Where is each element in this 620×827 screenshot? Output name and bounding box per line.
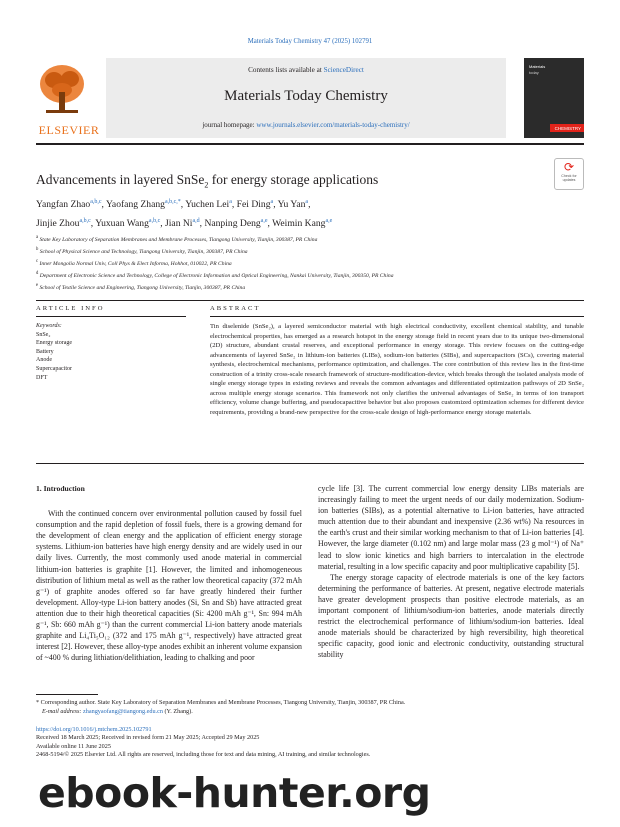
- author[interactable]: Yu Yan$^a$: [277, 199, 309, 211]
- affiliation-list: [36, 233, 584, 293]
- journal-masthead: [36, 52, 584, 140]
- affiliation: $^d$ Department of Electronic Science and Technology, College of Electronic Information and Optical Engineering, Nankai University, Tianjin, 300350, PR China: [36, 270, 394, 279]
- keyword: Battery: [36, 348, 54, 355]
- abstract-text: Tin diselenide (SnSe₂), a layered semiconductor material with high electrical conductivity, excellent chemical stability, and tunable electrochemical properties, has emerged as a research hotspot in the energy storage field in recent years due to its unique two-dimensional (2D) structure, abundant crustal reserves, and exceptional performance in energy storage. This review focuses on the cutting-edge advancements of layered SnSe₂ in lithium-ion batteries (LIBs), sodium-ion batteries (SIBs), and supercapacitors (SCs), covering material synthesis, electrochemical mechanisms, performance optimization, and challenges. The core contribution of this review lies in the first-time construction of a trinity cross-scale research framework of structure-modification-device, which breaks through the isolated analysis mode of single energy storage types in existing reviews and reveals the common advantages and differentiated optimization pathways of 2D SnSe₂ across multiple energy storage scenarios. This framework not only clarifies the universal advantages of SnSe₂ in terms of ion transport efficiency, volume change buffering, and pseudocapacitive behavior but also proposes customized optimization schemes for different device requirements, providing a brand-new perspective for the cross-scale design of high-performance energy storage materials.: [210, 323, 584, 416]
- body-column-left: [36, 483, 302, 663]
- cover-line-1: Materials: [529, 64, 546, 69]
- contents-prefix: Contents lists available at: [248, 66, 324, 74]
- journal-title: Materials Today Chemistry: [224, 88, 388, 104]
- author-list: Yangfan Zhao$^{a,b,c}$, Yaofang Zhang$^{a,b,c,*}$, Yuchen Lei$^a$, Fei Ding$^a$, Yu Yan$^a$, Jinjie Zhou$^{a,b,c}$, Yuxuan Wang$^{a,b,c}$, Jian Ni$^{a,d}$, Nanping Deng$^{a,e}$, Weimin Kang$^{a,e}$: [36, 199, 333, 230]
- keyword-list: [36, 322, 176, 382]
- copyright-line: 2468-5194/© 2025 Elsevier Ltd. All rights are reserved, including those for text and data mining, AI training, and similar technologies.: [36, 750, 371, 758]
- journal-banner: [106, 58, 506, 138]
- author[interactable]: Yaofang Zhang$^{a,b,c,*}$: [105, 199, 181, 211]
- footnote-rule: [36, 694, 98, 695]
- corresponding-author-note: * Corresponding author. State Key Laboratory of Separation Membranes and Membrane Processes, Tiangong University, Tianjin, 300387, PR China.: [36, 699, 406, 706]
- article-info-heading: ARTICLE INFO: [36, 305, 105, 312]
- body-column-right: [318, 483, 584, 661]
- divider: [36, 316, 186, 317]
- watermark-text: ebook-hunter.org: [38, 769, 431, 817]
- author[interactable]: Yuxuan Wang$^{a,b,c}$: [95, 218, 161, 230]
- cover-line-3: CHEMISTRY: [554, 126, 581, 131]
- keyword: Supercapacitor: [36, 365, 72, 372]
- divider: [210, 316, 584, 317]
- keyword: SnSe₂: [36, 331, 51, 338]
- keywords-label: Keywords:: [36, 323, 62, 329]
- check-updates-icon: ⟳: [563, 160, 575, 174]
- email-link[interactable]: zhangyaofang@tiangong.edu.cn: [83, 708, 163, 715]
- body-paragraph: The energy storage capacity of electrode materials is one of the key factors determining the performance of batteries. At present, negative electrode materials have greater development prospects than positive electrode materials, as an important component of lithium/sodium-ion batteries, anode materials directly restrict the electrochemical performance of lithium/sodium-ion batteries. Ideal anode materials should be characterized by high reversibility, high theoretical specific capacity, good ionic and electronic conductivity, outstanding structural stability: [318, 572, 584, 660]
- doi-link[interactable]: https://doi.org/10.1016/j.mtchem.2025.102791: [36, 726, 152, 733]
- author[interactable]: Yuchen Lei$^a$: [185, 199, 232, 211]
- homepage-prefix: journal homepage:: [202, 121, 257, 129]
- divider: [36, 300, 584, 301]
- affiliation: $^c$ Inner Mongolia Normal Univ, Coll Phys & Elect Informa, Hohhot, 010022, PR China: [36, 258, 232, 267]
- masthead-rule: [36, 143, 584, 145]
- email-line: E-mail address: zhangyaofang@tiangong.edu.cn (Y. Zhang).: [42, 708, 193, 715]
- keyword: Energy storage: [36, 340, 73, 347]
- journal-cover-thumbnail[interactable]: [524, 58, 584, 138]
- received-dates: Received 18 March 2025; Received in revised form 21 May 2025; Accepted 29 May 2025: [36, 734, 260, 742]
- available-date: Available online 11 June 2025: [36, 742, 111, 750]
- footnote: [36, 698, 584, 716]
- affiliation: $^a$ State Key Laboratory of Separation Membranes and Membrane Processes, Tiangong University, Tianjin, 300387, PR China: [36, 235, 318, 243]
- author[interactable]: Weimin Kang$^{a,e}$: [272, 218, 333, 230]
- cover-line-2: today: [529, 70, 539, 75]
- author[interactable]: Yangfan Zhao$^{a,b,c}$: [36, 199, 102, 211]
- journal-citation[interactable]: Materials Today Chemistry 47 (2025) 102791: [247, 38, 373, 45]
- check-for-updates-button[interactable]: [554, 158, 584, 190]
- affiliation: $^b$ School of Physical Science and Technology, Tiangong University, Tianjin, 300387, PR China: [36, 246, 248, 255]
- contents-line: [106, 66, 506, 74]
- homepage-line: [106, 121, 506, 129]
- homepage-link[interactable]: www.journals.elsevier.com/materials-today-chemistry/: [256, 121, 410, 129]
- elsevier-logo: [36, 62, 102, 136]
- publisher-name: ELSEVIER: [38, 123, 100, 137]
- author[interactable]: Jinjie Zhou$^{a,b,c}$: [36, 218, 91, 230]
- author[interactable]: Jian Ni$^{a,d}$: [165, 218, 200, 230]
- body-paragraph: cycle life [3]. The current commercial low energy density LIBs materials are increasingly failing to meet the urgent needs of our daily modernization. Sodium-ion batteries (SIBs), as a potential alternative to Li-ion batteries, have attracted much attention due to their abundant and inexpensive (2.36 wt%) Na resources in the earth's crust and their similar working mechanism to that of Li-ion batteries [4]. However, the large diameter (0.102 nm) and large molar mass (23 g mol⁻¹) of Na⁺ lead to slow ionic kinetics and high barriers to intercalation in the electrode material, resulting in a low specific capacity and poor multiplicative capability [5].: [318, 484, 584, 571]
- author[interactable]: Nanping Deng$^{a,e}$: [204, 218, 268, 230]
- divider: [36, 463, 584, 464]
- elsevier-tree-icon: [36, 62, 88, 116]
- section-heading: 1. Introduction: [36, 484, 85, 493]
- keyword: Anode: [36, 357, 52, 364]
- body-paragraph: With the continued concern over environmental pollution caused by fossil fuel consumption and the rapid depletion of fossil fuels, there is a growing demand for the development of clean energy and the application of efficient energy storage systems. Lithium-ion batteries have high energy density and are widely used in our daily lives. Currently, the most commonly used anode material in commercial lithium-ion batteries is graphite [1]. However, the limited and inhomogeneous distribution of lithium metal as well as the rather low theoretical capacity (372 mAh g⁻¹) of graphite anodes offered so far have greatly hindered their further development. Alloy-type Li-ion battery anodes (Si, Sn and Sb) have attracted great attention due to their high theoretical capacities (Si: 4200 mAh g⁻¹, Sn: 994 mAh g⁻¹, Sb: 660 mAh g⁻¹) than the current commercial Li-ion battery anode materials graphite and Li₄Ti₅O₁₂ (372 and 175 mAh g⁻¹, respectively) have attracted great interest [2]. However, these alloy-type anodes exhibit an inherent volume expansion of ~400 % during lithiation/delithiation, leading to chalking and poor: [36, 509, 302, 663]
- abstract-heading: ABSTRACT: [210, 305, 261, 312]
- sciencedirect-link[interactable]: ScienceDirect: [323, 66, 364, 74]
- article-title: Advancements in layered SnSe$_2$ for energy storage applications: [36, 172, 379, 190]
- keyword: DFT: [36, 374, 48, 381]
- check-updates-label: Check for updates: [561, 174, 577, 182]
- affiliation: $^e$ School of Textile Science and Engineering, Tiangong University, Tianjin, 300387, PR China: [36, 282, 246, 291]
- article-footer: [36, 726, 584, 759]
- author[interactable]: Fei Ding$^a$: [236, 199, 274, 211]
